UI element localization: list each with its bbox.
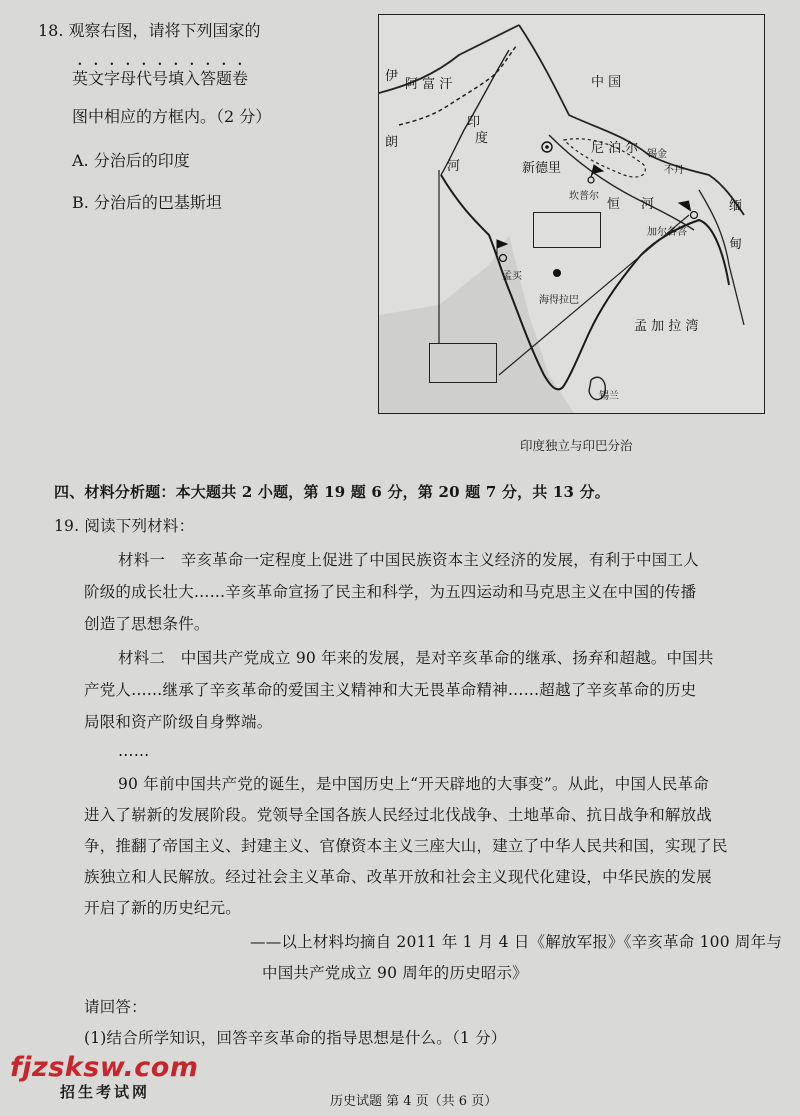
q18-option-b: B. 分治后的巴基斯坦 bbox=[72, 193, 222, 212]
site-logo bbox=[10, 1052, 198, 1102]
logo-text: fjzsksw.com bbox=[10, 1052, 199, 1083]
label-iran-1: 伊 bbox=[385, 69, 399, 84]
label-indus-2: 度 bbox=[475, 131, 489, 146]
calcutta-flag-icon bbox=[679, 201, 691, 211]
answer-prompt: 请回答： bbox=[84, 998, 147, 1016]
label-bhutan: 不丹 bbox=[664, 165, 684, 176]
q18-option-a: A. 分治后的印度 bbox=[72, 151, 190, 170]
map-caption: 印度独立与印巴分治 bbox=[520, 438, 633, 453]
answer-box-upper bbox=[533, 212, 601, 248]
paragraph-line1: 90 年前中国共产党的诞生，是中国历史上“开天辟地的大事变”。从此，中国人民革命 bbox=[118, 775, 710, 793]
sub-question-1: (1)结合所学知识，回答辛亥革命的指导思想是什么。（1 分） bbox=[84, 1029, 507, 1047]
label-calcutta: 加尔各答 bbox=[647, 227, 687, 238]
north-border bbox=[379, 25, 744, 215]
kanpur-marker bbox=[588, 177, 594, 183]
paragraph-line5: 开启了新的历史纪元。 bbox=[84, 899, 242, 917]
label-indus-3: 河 bbox=[447, 159, 461, 174]
label-kanpur: 坎普尔 bbox=[569, 191, 599, 202]
material1-line3: 创造了思想条件。 bbox=[84, 615, 210, 633]
label-afghanistan: 阿 富 汗 bbox=[405, 77, 453, 92]
label-burma-1: 缅 bbox=[729, 199, 743, 214]
label-hyderabad: 海得拉巴 bbox=[539, 295, 579, 306]
logo-subtitle: 招生考试网 bbox=[60, 1083, 151, 1101]
q18-line3: 图中相应的方框内。（2 分） bbox=[72, 107, 272, 126]
label-burma-2: 甸 bbox=[729, 237, 743, 252]
hyderabad-marker bbox=[553, 269, 561, 277]
label-china: 中 国 bbox=[591, 75, 622, 90]
sea-area bbox=[379, 235, 574, 413]
material2-line2: 产党人……继承了辛亥革命的爱国主义精神和大无畏革命精神……超越了辛亥革命的历史 bbox=[84, 681, 697, 699]
paragraph-line4: 族独立和人民解放。经过社会主义革命、改革开放和社会主义现代化建设，中华民族的发展 bbox=[84, 868, 713, 886]
calcutta-marker bbox=[691, 212, 698, 219]
india-partition-map bbox=[378, 14, 765, 414]
new-delhi-center bbox=[545, 145, 549, 149]
answer-box-lower bbox=[429, 343, 497, 383]
label-nepal: 尼 泊 尔 bbox=[591, 141, 639, 156]
label-ganges-2: 河 bbox=[641, 197, 655, 212]
section4-heading: 四、材料分析题：本大题共 2 小题，第 19 题 6 分，第 20 题 7 分，共 13 分。 bbox=[54, 483, 611, 501]
paragraph-line3: 争，推翻了帝国主义、封建主义、官僚资本主义三座大山，建立了中华人民共和国，实现了民 bbox=[84, 837, 728, 855]
q19-title: 19. 阅读下列材料： bbox=[54, 517, 195, 535]
label-indus-1: 印 bbox=[467, 115, 481, 130]
label-bombay: 孟买 bbox=[502, 271, 522, 282]
ellipsis-line: …… bbox=[118, 742, 150, 760]
label-bay-of-bengal: 孟 加 拉 湾 bbox=[634, 319, 699, 334]
label-sikkim: 锡金 bbox=[647, 149, 667, 160]
material2-line1: 材料二 中国共产党成立 90 年来的发展，是对辛亥革命的继承、扬弃和超越。中国共 bbox=[118, 649, 714, 667]
label-ganges-1: 恒 bbox=[607, 197, 621, 212]
q18-line2 bbox=[72, 60, 248, 89]
material1-line2: 阶级的成长壮大……辛亥革命宣扬了民主和科学，为五四运动和马克思主义在中国的传播 bbox=[84, 583, 697, 601]
source-line1: ——以上材料均摘自 2011 年 1 月 4 日《解放军报》《辛亥革命 100 周年与 bbox=[250, 933, 783, 951]
material1-line1: 材料一 辛亥革命一定程度上促进了中国民族资本主义经济的发展，有利于中国工人 bbox=[118, 551, 699, 569]
q18-line1: 18. 观察右图，请将下列国家的 bbox=[38, 21, 261, 40]
paragraph-line2: 进入了崭新的发展阶段。党领导全国各族人民经过北伐战争、土地革命、抗日战争和解放战 bbox=[84, 806, 713, 824]
q18-line2-text: 英文字母代号填入答题卷 bbox=[72, 69, 249, 88]
label-ceylon: 锡兰 bbox=[599, 391, 619, 402]
source-line2: 中国共产党成立 90 周年的历史昭示》 bbox=[262, 964, 528, 982]
label-new-delhi: 新德里 bbox=[522, 161, 562, 176]
page-number: 历史试题 第 4 页（共 6 页） bbox=[330, 1094, 498, 1109]
material2-line3: 局限和资产阶级自身弊端。 bbox=[84, 713, 273, 731]
label-iran-2: 朗 bbox=[385, 135, 399, 150]
